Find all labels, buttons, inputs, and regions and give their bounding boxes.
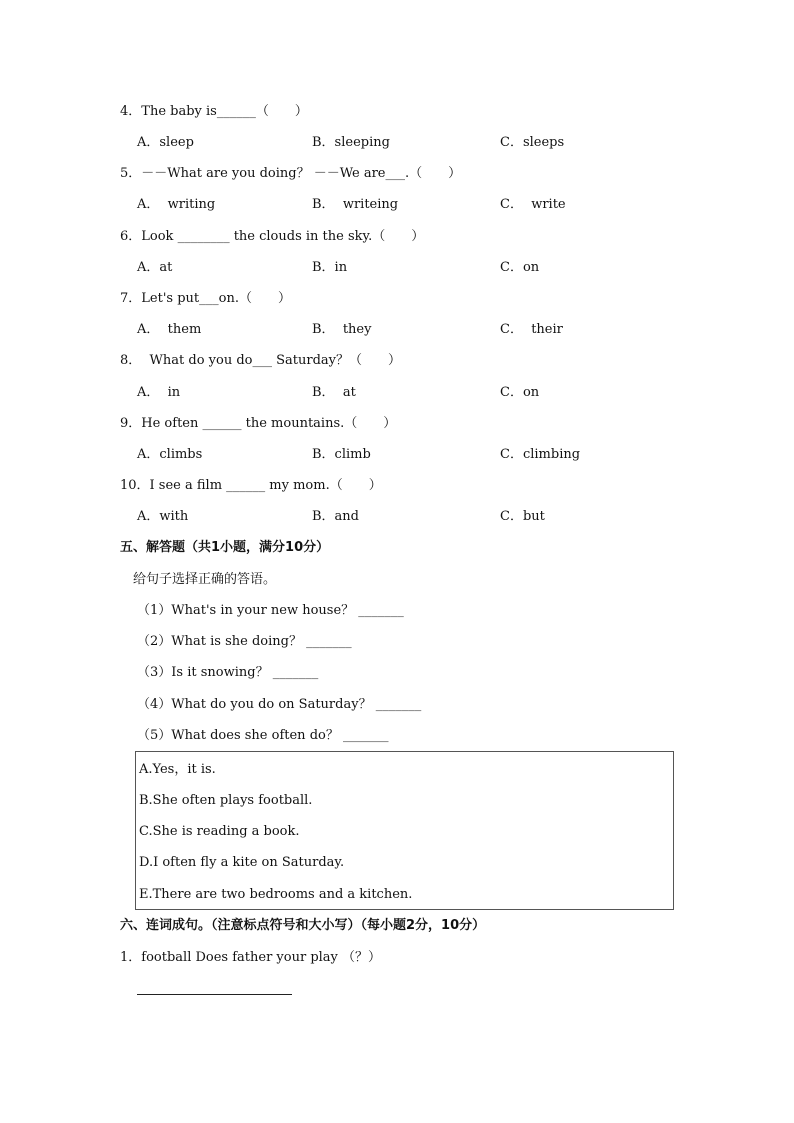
match-item-3: （3）Is it snowing？ _______ (137, 665, 319, 680)
match-item-5: （5）What does she often do？ _______ (137, 728, 389, 743)
answer-blank-line (137, 994, 292, 995)
question-stem: 4．The baby is______（ ） (120, 104, 308, 119)
answer-choice-a: A.Yes，it is. (139, 762, 216, 777)
option-b: B．sleeping (312, 135, 390, 150)
answer-choices-box (135, 751, 674, 910)
option-c: C．sleeps (500, 135, 565, 150)
section-5-instruction: 给句子选择正确的答语。 (133, 572, 277, 587)
option-c: C．but (500, 509, 545, 524)
answer-choice-b: B.She often plays football. (139, 793, 313, 808)
option-c: C．on (500, 385, 540, 400)
option-b: B． at (312, 385, 356, 400)
option-b: B．climb (312, 447, 371, 462)
option-c: C．climbing (500, 447, 581, 462)
option-a: A．climbs (137, 447, 203, 462)
question-stem: 6．Look ________ the clouds in the sky.（ ） (120, 229, 425, 244)
question-stem: 7．Let's put___on.（ ） (120, 291, 291, 306)
match-item-4: （4）What do you do on Saturday？ _______ (137, 697, 422, 712)
option-c: C． write (500, 197, 566, 212)
question-stem: 5．－－What are you doing？ －－We are___.（ ） (120, 166, 462, 181)
question-stem: 8． What do you do___ Saturday？（ ） (120, 353, 401, 368)
answer-choice-e: E.There are two bedrooms and a kitchen. (139, 887, 413, 902)
sentence-item-1: 1．football Does father your play （？） (120, 950, 382, 965)
section-5-heading: 五、解答题（共1小题，满分10分） (120, 540, 330, 555)
answer-choice-d: D.I often fly a kite on Saturday. (139, 855, 345, 870)
match-item-1: （1）What's in your new house？ _______ (137, 603, 404, 618)
match-item-2: （2）What is she doing？ _______ (137, 634, 352, 649)
answer-choice-c: C.She is reading a book. (139, 824, 300, 839)
option-a: A． writing (137, 197, 216, 212)
section-6-heading: 六、连词成句。（注意标点符号和大小写）（每小题2分，10分） (120, 918, 486, 933)
option-a: A． in (137, 385, 181, 400)
option-b: B． writeing (312, 197, 399, 212)
option-b: B．in (312, 260, 348, 275)
option-a: A．at (137, 260, 173, 275)
question-stem: 10．I see a film ______ my mom.（ ） (120, 478, 382, 493)
option-b: B． they (312, 322, 372, 337)
option-c: C． their (500, 322, 563, 337)
option-a: A．sleep (137, 135, 194, 150)
option-c: C．on (500, 260, 540, 275)
option-a: A． them (137, 322, 202, 337)
option-a: A．with (137, 509, 189, 524)
option-b: B．and (312, 509, 359, 524)
question-stem: 9．He often ______ the mountains.（ ） (120, 416, 397, 431)
